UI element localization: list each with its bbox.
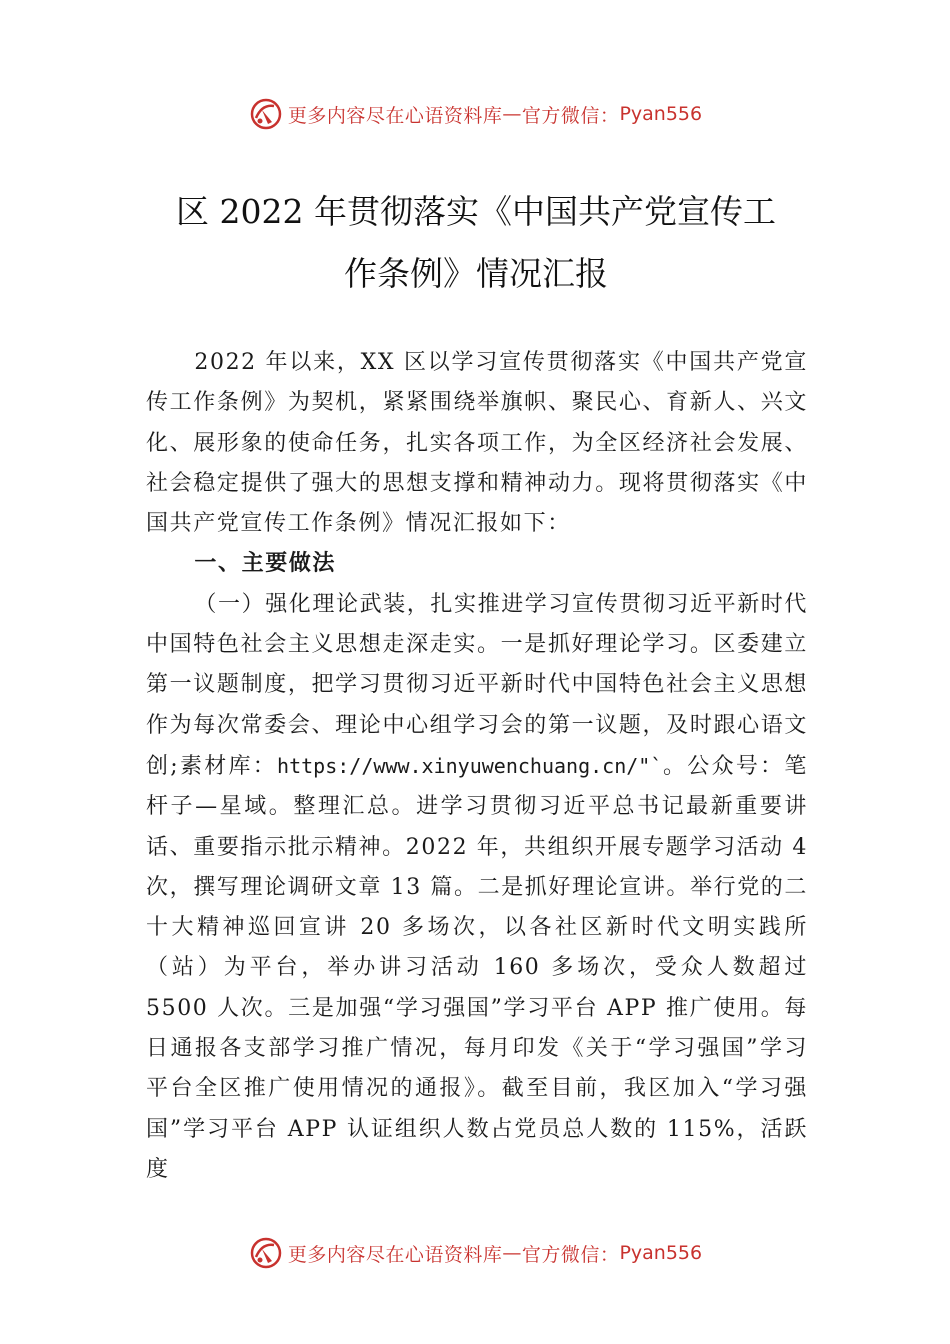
banner-wechat-id: Pyan556 bbox=[619, 103, 703, 125]
paragraph-text-b: 。公众号：笔杆子—星域。整理汇总。进学习贯彻习近平总书记最新重要讲话、重要指示批示精神。2022 年，共组织开展专题学习活动 4 次，撰写理论调研文章 13 篇。二是抓好理论宣讲。举行党的二十大精神巡回宣讲 20 多场次，以各社区新时代文明实践所（站）为平台，举办讲习活动 160 多场次，受众人数超过 5500 人次。三是加强“学习强国”学习平台 APP 推广使用。每日通报各支部学习推广情况，每月印发《关于“学习强国”学习平台全区推广使用情况的通报》。截至目前，我区加入“学习强国”学习平台 APP 认证组织人数占党员总人数的 115%，活跃度 bbox=[146, 753, 808, 1182]
logo-icon bbox=[248, 1235, 284, 1271]
banner-slogan: 更多内容尽在心语资料库 bbox=[287, 1243, 503, 1266]
document-title-line2: 作条例》情况汇报 bbox=[344, 254, 608, 293]
header-banner bbox=[0, 94, 950, 134]
banner-dash: — bbox=[502, 1242, 522, 1264]
body-paragraph bbox=[146, 585, 808, 1190]
document-body bbox=[146, 343, 808, 1190]
section-heading: 一、主要做法 bbox=[194, 551, 336, 577]
banner-wechat-label: 官方微信： bbox=[521, 1243, 620, 1266]
footer-banner bbox=[0, 1233, 950, 1273]
paragraph-text-a: （一）强化理论武装，扎实推进学习宣传贯彻习近平新时代中国特色社会主义思想走深走实。一是抓好理论学习。区委建立第一议题制度，把学习贯彻习近平新时代中国特色社会主义思想作为每次常委会、理论中心组学习会的第一议题，及时跟心语文创;素材库： bbox=[146, 591, 808, 779]
logo-icon bbox=[248, 96, 284, 132]
banner-wechat-label: 官方微信： bbox=[521, 104, 620, 127]
banner-slogan: 更多内容尽在心语资料库 bbox=[287, 104, 503, 127]
document-title-line1: 区 2022 年贯彻落实《中国共产党宣传工 bbox=[176, 192, 776, 231]
banner-wechat-id: Pyan556 bbox=[619, 1242, 703, 1264]
banner-dash: — bbox=[502, 103, 522, 125]
intro-paragraph: 2022 年以来，XX 区以学习宣传贯彻落实《中国共产党宣传工作条例》为契机，紧紧围绕举旗帜、聚民心、育新人、兴文化、展形象的使命任务，扎实各项工作，为全区经济社会发展、社会稳定提供了强大的思想支撑和精神动力。现将贯彻落实《中国共产党宣传工作条例》情况汇报如下： bbox=[146, 350, 808, 537]
source-url: https://www.xinyuwenchuang.cn/"` bbox=[277, 753, 663, 778]
